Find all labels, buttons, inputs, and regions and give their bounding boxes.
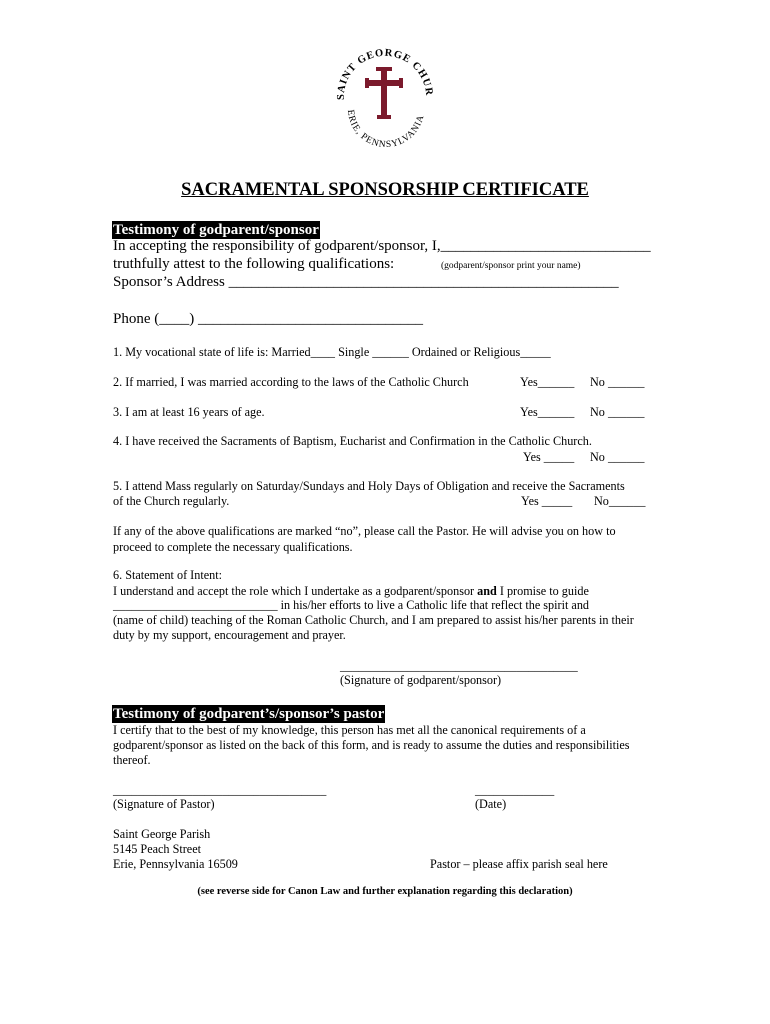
question-5-cont: of the Church regularly. [113, 494, 230, 508]
phone-line: Phone (____) ______________________________ [113, 311, 423, 327]
intent-line-1 [113, 584, 589, 599]
seal-arc-text: SAINT GEORGE CHUR [335, 47, 435, 101]
parish-name: Saint George Parish [113, 827, 211, 841]
question-3-yes: Yes______ [520, 405, 575, 419]
parish-city: Erie, Pennsylvania 16509 [113, 857, 238, 871]
intent-heading: 6. Statement of Intent: [113, 568, 222, 582]
pastor-signature-label: (Signature of Pastor) [113, 797, 215, 811]
intent-line-4: duty by my support, encouragement and prayer. [113, 628, 346, 642]
pastor-signature-line: ___________________________________ [113, 783, 327, 797]
page-title: SACRAMENTAL SPONSORSHIP CERTIFICATE [181, 180, 589, 200]
question-5-no: No______ [594, 494, 646, 508]
question-5: 5. I attend Mass regularly on Saturday/Sundays and Holy Days of Obligation and receive the Sacraments [113, 479, 625, 493]
advice-line-1: If any of the above qualifications are marked “no”, please call the Pastor. He will advise you on how to [113, 524, 616, 538]
pastor-line-2: godparent/sponsor as listed on the back of this form, and is ready to assume the duties and responsibilities [113, 738, 630, 752]
question-3-no: No ______ [590, 405, 645, 419]
cross-icon [365, 67, 403, 119]
question-1: 1. My vocational state of life is: Married____ Single ______ Ordained or Religious_____ [113, 345, 551, 359]
question-2: 2. If married, I was married according to the laws of the Catholic Church [113, 375, 469, 389]
question-2-no: No ______ [590, 375, 645, 389]
sponsor-section-header: Testimony of godparent/sponsor [113, 222, 319, 238]
seal-bottom-text: ERIE, PENNSYLVANIA [344, 109, 427, 150]
intent-line-2: ___________________________ in his/her efforts to live a Catholic life that reflect the spirit and [113, 598, 590, 612]
question-4-yes: Yes _____ [523, 450, 575, 464]
sponsor-name-line: In accepting the responsibility of godparent/sponsor, I,____________________________ [113, 238, 651, 254]
parish-street: 5145 Peach Street [113, 842, 201, 856]
advice-line-2: proceed to complete the necessary qualifications. [113, 540, 353, 554]
intent-line-1a: I understand and accept the role which I undertake as a godparent/sponsor [113, 584, 478, 598]
date-line: _____________ [475, 783, 555, 797]
date-label: (Date) [475, 797, 507, 811]
question-3: 3. I am at least 16 years of age. [113, 405, 265, 419]
intent-and: and [477, 584, 497, 598]
sponsor-signature-label: (Signature of godparent/sponsor) [340, 673, 502, 687]
pastor-line-3: thereof. [113, 753, 151, 767]
question-4-no: No ______ [590, 450, 645, 464]
intent-line-3: (name of child) teaching of the Roman Catholic Church, and I am prepared to assist his/her parents in their [113, 613, 634, 627]
question-5-yes: Yes _____ [521, 494, 573, 508]
attest-line: truthfully attest to the following qualifications: [113, 256, 395, 272]
intent-line-1c: I promise to guide [496, 584, 589, 598]
church-seal [330, 42, 438, 150]
seal-graphic [330, 42, 438, 150]
sponsor-signature-line: _______________________________________ [340, 659, 578, 673]
print-name-note: (godparent/sponsor print your name) [441, 261, 581, 271]
parish-seal-note: Pastor – please affix parish seal here [430, 857, 608, 871]
pastor-line-1: I certify that to the best of my knowledge, this person has met all the canonical requirements of a [113, 723, 586, 737]
sponsor-address-line: Sponsor’s Address ____________________________________________________ [113, 274, 619, 290]
pastor-section-header: Testimony of godparent’s/sponsor’s pastor [113, 706, 385, 722]
footer-note: (see reverse side for Canon Law and further explanation regarding this declaration) [197, 886, 573, 897]
question-2-yes: Yes______ [520, 375, 575, 389]
question-4: 4. I have received the Sacraments of Baptism, Eucharist and Confirmation in the Catholic Church. [113, 434, 592, 448]
